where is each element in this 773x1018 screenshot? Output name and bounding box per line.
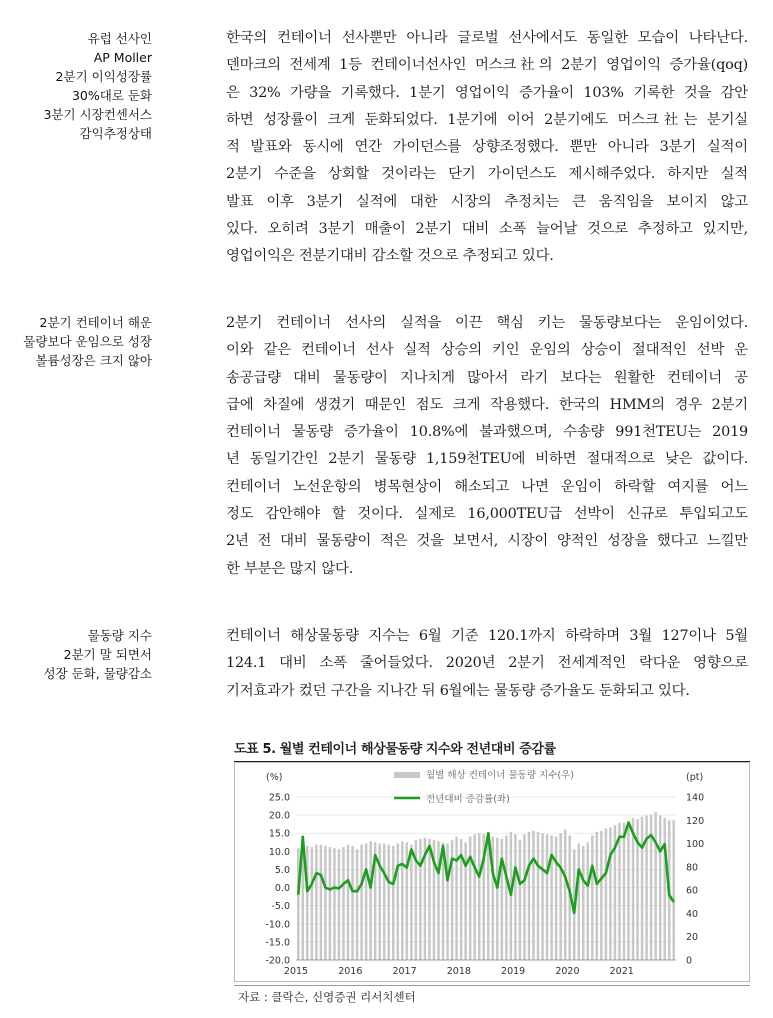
bar [618, 823, 621, 960]
side-note-1 [0, 29, 152, 143]
bar [659, 816, 662, 960]
right-tick-label: 20 [686, 932, 699, 944]
text-line: 은 32% 가량을 기록했다. 1분기 영업이익 증가율이 103% 기록한 것을 감안 [226, 84, 748, 101]
text-line: 적 발표와 동시에 연간 가이던스를 상향조정했다. 뿐만 아니라 3분기 실적이 [226, 139, 748, 156]
text-line: 이와 같은 컨테이너 선사 실적 상승의 키인 운임의 상승이 절대적인 선박 운 [226, 342, 748, 359]
side-note-line: 2분기 말 되면서 [63, 647, 152, 662]
x-tick-label: 2018 [446, 966, 471, 977]
x-tick-label: 2015 [283, 966, 309, 977]
side-note-line: 2분기 컨테이너 해운 [39, 315, 152, 330]
bar [496, 838, 499, 960]
bar [324, 846, 327, 960]
bar [541, 833, 544, 960]
left-tick-label: 0.0 [274, 883, 290, 895]
side-note-2 [0, 313, 152, 370]
bar [342, 847, 345, 960]
bar [501, 839, 504, 960]
x-tick-label: 2017 [392, 966, 417, 977]
bar [514, 834, 517, 960]
x-tick-label: 2016 [338, 966, 363, 977]
bar [591, 835, 594, 960]
bar [469, 837, 472, 960]
bar [387, 845, 390, 960]
bar [437, 841, 440, 960]
x-tick-label: 2019 [501, 966, 526, 977]
bar [555, 837, 558, 960]
bar [627, 825, 630, 960]
bar [609, 827, 612, 960]
bar [401, 841, 404, 960]
x-tick-label: 2021 [609, 966, 634, 977]
bar [546, 834, 549, 960]
right-tick-label: 40 [686, 908, 699, 920]
x-tick-label: 2020 [555, 966, 580, 977]
text-line: 발표 이후 3분기 실적에 대한 시장의 추정치는 큰 움직임을 보이지 않고 [226, 193, 748, 210]
side-note-line: 감익추정상태 [79, 126, 152, 141]
bar [302, 853, 305, 960]
text-line: 급에 차질에 생겼기 때문인 점도 크게 작용했다. 한국의 HMM의 경우 2분기 [226, 396, 748, 413]
text-line: 컨테이너 물동량 증가율이 10.8%에 불과했으며, 수송량 991천TEU는 2019 [226, 424, 748, 441]
text-line: 송공급량 대비 물동량이 지나치게 많아서 라기 보다는 원활한 컨테이너 공 [226, 369, 748, 386]
paragraph-1 [226, 25, 748, 271]
bar [356, 849, 359, 960]
chart-line [298, 822, 673, 913]
side-note-line: 물동량 지수 [87, 628, 152, 643]
bar [582, 846, 585, 960]
bar [605, 828, 608, 960]
bar [600, 831, 603, 960]
left-tick-label: 15.0 [268, 828, 290, 840]
bar [428, 839, 431, 960]
bar [419, 839, 422, 960]
side-note-line: 물량보다 운임으로 성장 [23, 334, 152, 349]
bar [478, 833, 481, 960]
bar [320, 845, 323, 960]
text-line: 덴마크의 전세계 1등 컨테이너선사인 머스크社의 2분기 영업이익 증가율(qoq) [226, 57, 748, 74]
bar [297, 848, 300, 960]
side-note-line: 2분기 이익성장률 [55, 69, 152, 84]
bar [338, 849, 341, 960]
text-line: 기저효과가 컸던 구간을 지나간 뒤 6월에는 물동량 증가율도 둔화되고 있다. [226, 682, 690, 699]
bar [365, 844, 368, 960]
bar [559, 833, 562, 960]
bar [455, 837, 458, 960]
text-line: 년 동일기간인 2분기 물동량 1,159천TEU에 비하면 절대적으로 낮은 값이다. [226, 451, 748, 468]
right-unit-label: (pt) [686, 772, 704, 783]
text-line: 124.1 대비 소폭 줄어들었다. 2020년 2분기 전세계적인 락다운 영향으로 [226, 655, 748, 672]
text-line: 있다. 오히려 3분기 매출이 2분기 대비 소폭 늘어날 것으로 추정하고 있지만, [226, 221, 748, 238]
bar [623, 823, 626, 960]
bar [587, 842, 590, 960]
side-note-3 [0, 626, 152, 683]
text-line: 컨테이너 해상물동량 지수는 6월 기준 120.1까지 하락하며 3월 127이나 5월 [226, 628, 748, 644]
chart-legend [394, 769, 574, 805]
left-tick-label: 5.0 [274, 864, 290, 876]
bar [446, 844, 449, 960]
bar [383, 844, 386, 960]
paragraph-3 [226, 623, 748, 705]
left-tick-label: -15.0 [265, 937, 290, 949]
bar [487, 835, 490, 960]
text-line: 정도 감안해야 할 것이다. 실제로 16,000TEU급 선박이 신규로 투입되고도 [226, 506, 748, 523]
text-line: 2분기 컨테이너 선사의 실적을 이끈 핵심 키는 물동량보다는 운임이었다. [226, 315, 748, 331]
left-tick-label: -5.0 [271, 901, 290, 913]
bar [505, 835, 508, 960]
text-line: 2분기 수준을 상회할 것이라는 단기 가이던스도 제시해주었다. 하지만 실적 [226, 166, 748, 183]
bar [397, 844, 400, 960]
text-line: 영업이익은 전분기대비 감소할 것으로 추정되고 있다. [226, 248, 554, 265]
legend-bar-swatch [394, 772, 420, 778]
source-divider [234, 985, 750, 986]
right-tick-label: 140 [686, 792, 705, 804]
bar [519, 840, 522, 960]
side-note-line: AP Moller [93, 50, 152, 65]
bar [333, 848, 336, 960]
right-tick-label: 60 [686, 885, 699, 897]
figure-title: 도표 5. 월별 컨테이너 해상물동량 지수와 전년대비 증감률 [234, 738, 750, 762]
text-line: 한국의 컨테이너 선사뿐만 아니라 글로벌 선사에서도 동일한 모습이 나타난다. [226, 30, 748, 46]
paragraph-2 [226, 310, 748, 583]
bar [329, 847, 332, 960]
text-line: 하면 성장률이 크게 둔화되었다. 1분기에 이어 2분기에도 머스크社는 분기실 [226, 111, 748, 128]
left-unit-label: (%) [266, 772, 283, 783]
bar [347, 845, 350, 960]
right-tick-label: 120 [686, 815, 705, 827]
bar [641, 817, 644, 960]
bar [392, 846, 395, 960]
bar [564, 830, 567, 960]
bar [360, 845, 363, 960]
left-tick-label: 25.0 [268, 792, 290, 804]
side-note-line: 3분기 시장컨센서스 [43, 107, 152, 122]
bar [663, 818, 666, 960]
right-tick-label: 100 [686, 839, 705, 851]
bar [473, 834, 476, 960]
bar [632, 818, 635, 960]
bar [410, 845, 413, 960]
container-volume-chart [234, 762, 750, 982]
bar [351, 846, 354, 960]
left-tick-label: -20.0 [265, 955, 290, 967]
bar [464, 842, 467, 960]
bar [672, 820, 675, 960]
text-line: 2년 전 대비 물동량이 적은 것을 보면서, 시장이 양적인 성장을 했다고 느낄만 [226, 533, 748, 550]
bar [311, 847, 314, 960]
bar [537, 832, 540, 960]
chart-bars [297, 812, 675, 960]
figure-source: 자료 : 클락슨, 신영증권 리서치센터 [238, 990, 416, 1004]
bar [315, 845, 318, 960]
side-note-line: 볼륨성장은 크지 않아 [35, 353, 152, 368]
legend-bar-label: 월별 해상 컨테이너 물동량 지수(우) [426, 770, 574, 781]
text-line: 한 부분은 많지 않다. [226, 560, 354, 577]
bar [369, 841, 372, 960]
side-note-line: 유럽 선사인 [87, 31, 152, 46]
left-tick-label: -10.0 [265, 919, 290, 931]
legend-line-label: 전년대비 증감률(좌) [426, 794, 510, 805]
right-tick-label: 0 [686, 955, 693, 967]
bar [654, 812, 657, 960]
bar [528, 832, 531, 960]
right-tick-label: 80 [686, 862, 699, 874]
left-tick-label: 20.0 [268, 810, 290, 822]
text-line: 컨테이너 노선운항의 병목현상이 해소되고 나면 운임이 하락할 여지를 어느 [226, 478, 748, 495]
bar [306, 846, 309, 960]
bar [577, 844, 580, 960]
bar [532, 831, 535, 960]
left-tick-label: 10.0 [268, 846, 290, 858]
side-note-line: 성장 둔화, 물량감소 [43, 666, 152, 681]
side-note-line: 30%대로 둔화 [71, 88, 152, 103]
bar [596, 832, 599, 960]
bar [523, 834, 526, 960]
growth-line [298, 822, 673, 913]
